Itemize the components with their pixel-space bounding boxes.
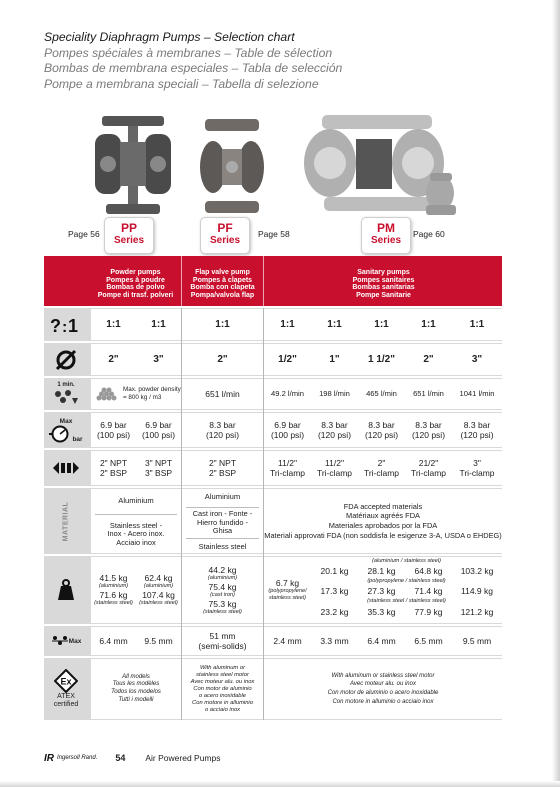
ratio-pm-4: 1:1 [421, 318, 436, 330]
flow-pf: 651 l/min [205, 389, 240, 399]
diameter-pp-3: 3" [153, 353, 164, 365]
title-es: Bombas de membrana especiales – Tabla de selección [44, 61, 343, 75]
header-pf-en: Flap valve pump [195, 269, 250, 276]
diameter-pm-3: 1 1/2" [368, 353, 395, 365]
atex-pm: With aluminum or stainless steel motor Avec moteur alu. ou inox Con motor de aluminio o acero inoxidable Con motore in alluminio o acciaio inox [327, 672, 439, 705]
ratio-pm-5: 1:1 [469, 318, 485, 330]
pp-page-label: Page 56 [68, 229, 100, 239]
weight-pm-2-c: 23.2 kg [320, 607, 349, 617]
pf-series-tag[interactable] [200, 217, 250, 254]
header-pf-es: Bomba con clapeta [190, 284, 255, 292]
solids-pp-2: 6.4 mm [99, 636, 128, 646]
flow-pp-line2: = 800 kg / m3 [123, 394, 162, 401]
pm-series-code: PM [377, 221, 395, 235]
svg-text:Ex: Ex [60, 676, 72, 687]
flow-pm-3: 465 l/min [366, 389, 397, 398]
flow-pm-1: 49.2 l/min [271, 389, 304, 398]
header-pp-fr: Pompes à poudre [106, 276, 165, 284]
ratio-icon [44, 308, 88, 341]
header-pm-es: Bombas sanitarias [352, 284, 415, 292]
svg-text::: : [62, 318, 68, 336]
ir-logo-mark: IR [44, 752, 54, 764]
weight-pm-2-a: 20.1 kg [320, 566, 349, 576]
page-number: 54 [115, 753, 126, 763]
flow-pp-line1: Max. powder density [123, 386, 181, 393]
material-pf-castiron: Cast iron - Fonte - Hierro fundido - Ghisa [192, 509, 253, 536]
header-pf-fr: Pompes à clapets [192, 276, 253, 284]
material-pp-aluminium: Aluminium [118, 496, 154, 505]
header-pm-en: Sanitary pumps [357, 269, 410, 276]
flow-pm-2: 198 l/min [319, 389, 350, 398]
diameter-pm-4: 2" [423, 353, 434, 365]
pressure-pm-5: 8.3 bar (120 psi) [460, 420, 494, 440]
flow-pm-5: 1041 l/min [459, 389, 495, 398]
powder-icon [94, 386, 120, 402]
header-pf [183, 256, 262, 306]
pressure-unit-label: bar [72, 435, 83, 443]
pressure-pm-2: 8.3 bar (120 psi) [317, 420, 352, 440]
pm-pump-photo [300, 113, 460, 228]
pm-series-tag[interactable] [361, 217, 411, 254]
flow-pp [91, 378, 181, 410]
pm-page-label: Page 60 [413, 229, 445, 239]
svg-text:1: 1 [68, 315, 79, 336]
atex-label: ATEX certified [53, 693, 79, 708]
pf-series-code: PF [217, 221, 233, 235]
header-pp-it: Pompe di trasf. polveri [97, 291, 174, 299]
diameter-pf: 2" [217, 353, 228, 365]
solids-icon [44, 626, 88, 656]
diameter-icon [44, 343, 88, 376]
connection-pf: 2" NPT 2" BSP [208, 458, 237, 478]
weight-pm-3-c: 35.3 kg [367, 607, 396, 617]
weight-pm-1: 6.7 kg (polypropylene/ stainless steel) [268, 578, 307, 601]
connection-pm-4: 21/2" Tri-clamp [410, 458, 447, 478]
material-label [44, 488, 88, 554]
pp-pump-photo [92, 112, 174, 220]
weight-pm-note-mid: (polypropylene / stainless steel) [367, 577, 446, 584]
weight-pm-note-top: (aluminium / stainless steel) [371, 558, 441, 564]
pf-series-word: Series [209, 235, 241, 246]
diameter-pm-2: 1" [329, 353, 340, 365]
pressure-pm-3: 8.3 bar (120 psi) [364, 420, 399, 440]
pf-pump-photo [197, 117, 267, 217]
ratio-pp-3: 1:1 [151, 318, 166, 330]
solids-pp-3: 9.5 mm [144, 636, 173, 646]
connection-pm-2: 11/2" Tri-clamp [316, 458, 353, 478]
connection-pp-3: 3" NPT 3" BSP [144, 458, 173, 478]
header-pp [91, 256, 180, 306]
material-pm: FDA accepted materials Matériaux agréés FDA Materiales aprobados por la FDA Materiali approvati FDA (non soddisfa le esigenze 3-A, USDA o EHDEG) [264, 501, 502, 540]
pp-series-code: PP [120, 221, 137, 235]
weight-pf: 44.2 kg (aluminium) 75.4 kg (cast iron) 75.3 kg (stainless steel) [203, 564, 242, 615]
pressure-pp-3: 6.9 bar (100 psi) [141, 420, 176, 440]
pm-series-word: Series [370, 235, 402, 246]
atex-pf: With aluminum or stainless steel motor Avec moteur alu. ou inox Con motor de aluminio o acero inoxidable Con motore in alluminio o acciaio inox [190, 664, 255, 713]
weight-pm-5-c: 121.2 kg [460, 607, 494, 617]
solids-pm-4: 6.5 mm [414, 636, 443, 646]
weight-pm-4-a: 64.8 kg [414, 566, 443, 576]
header-pp-en: Powder pumps [110, 269, 161, 276]
weight-pp-3: 62.4 kg (aluminium) 107.4 kg (stainless steel) [139, 573, 178, 606]
header-pm [265, 256, 502, 306]
pressure-pp-2: 6.9 bar (100 psi) [96, 420, 131, 440]
weight-pm-5-b: 114.9 kg [461, 586, 493, 596]
page-footer [44, 748, 344, 768]
header-pf-it: Pompa/valvola flap [190, 291, 255, 299]
pp-series-word: Series [113, 235, 145, 246]
header-pm-it: Pompe Sanitarie [356, 291, 411, 299]
connection-pm-3: 2" Tri-clamp [363, 458, 400, 478]
material-pp-stainless: Stainless steel - Inox - Acero inox. Acciaio inox [107, 520, 165, 547]
flow-pm-4: 651 l/min [413, 389, 444, 398]
diameter-pm-1: 1/2" [278, 353, 297, 365]
solids-pm-1: 2.4 mm [273, 636, 302, 646]
page-shadow-bottom [0, 781, 560, 787]
material-pf-stainless: Stainless steel [198, 541, 247, 551]
flow-icon [44, 378, 88, 410]
header-pp-es: Bombas de polvo [106, 284, 165, 292]
svg-text:?: ? [50, 315, 61, 336]
pressure-pm-4: 8.3 bar (120 psi) [411, 420, 446, 440]
solids-pm-5: 9.5 mm [462, 636, 492, 646]
weight-pm-2-b: 17.3 kg [320, 586, 349, 596]
ir-logo-name: Ingersoll Rand. [57, 755, 98, 761]
solids-max-label: Max [68, 637, 82, 645]
pressure-pf: 8.3 bar (120 psi) [205, 420, 240, 440]
connection-pp-2: 2" NPT 2" BSP [99, 458, 128, 478]
pressure-gauge-icon [44, 412, 88, 448]
pressure-pm-1: 6.9 bar (100 psi) [270, 420, 305, 440]
ratio-pp-2: 1:1 [106, 318, 121, 330]
atex-pp: All models Tous les modèles Todos los modelos Tutti i modelli [111, 673, 161, 703]
solids-pm-2: 3.3 mm [320, 636, 349, 646]
weight-pm-note-bot: (stainless steel / stainless steel) [367, 597, 446, 604]
connection-pm-1: 11/2" Tri-clamp [269, 458, 306, 478]
pf-page-label: Page 58 [258, 229, 290, 239]
material-pf-aluminium: Aluminium [204, 492, 241, 501]
title-it: Pompe a membrana speciali – Tabella di selezione [44, 76, 319, 91]
pp-series-tag[interactable] [104, 217, 154, 254]
diameter-pp-2: 2" [108, 353, 119, 365]
ingersoll-rand-logo [44, 753, 97, 764]
atex-icon [44, 658, 88, 720]
connection-pm-5: 3" Tri-clamp [459, 458, 495, 478]
weight-icon [44, 556, 88, 624]
weight-pm-4-b: 71.4 kg [414, 586, 443, 596]
weight-pm-3-b: 27.3 kg [367, 586, 396, 596]
weight-pm-4-c: 77.9 kg [414, 607, 443, 617]
title-en: Speciality Diaphragm Pumps – Selection chart [44, 30, 295, 44]
diameter-pm-5: 3" [471, 353, 483, 365]
weight-pm-3-a: 28.1 kg [367, 566, 396, 576]
connection-icon [44, 450, 88, 486]
title-fr: Pompes spéciales à membranes – Table de sélection [44, 45, 333, 60]
material-vertical-text: MATERIAL [62, 501, 70, 541]
flow-time-label: 1 min. [57, 382, 75, 388]
solids-pf: 51 mm (semi-solids) [198, 631, 247, 651]
weight-pp-2: 41.5 kg (aluminium) 71.6 kg (stainless steel) [94, 573, 133, 606]
ratio-pf: 1:1 [215, 318, 230, 330]
weight-pm-5-a: 103.2 kg [460, 566, 494, 576]
page-shadow-right [552, 0, 560, 787]
solids-pm-3: 6.4 mm [367, 636, 396, 646]
header-pm-fr: Pompes sanitaires [352, 276, 415, 284]
ratio-pm-3: 1:1 [374, 318, 389, 330]
title-block [44, 30, 342, 92]
ratio-pm-2: 1:1 [327, 318, 342, 330]
footer-title: Air Powered Pumps [145, 753, 221, 763]
ratio-pm-1: 1:1 [280, 318, 295, 330]
pressure-max-label: Max [59, 417, 73, 425]
